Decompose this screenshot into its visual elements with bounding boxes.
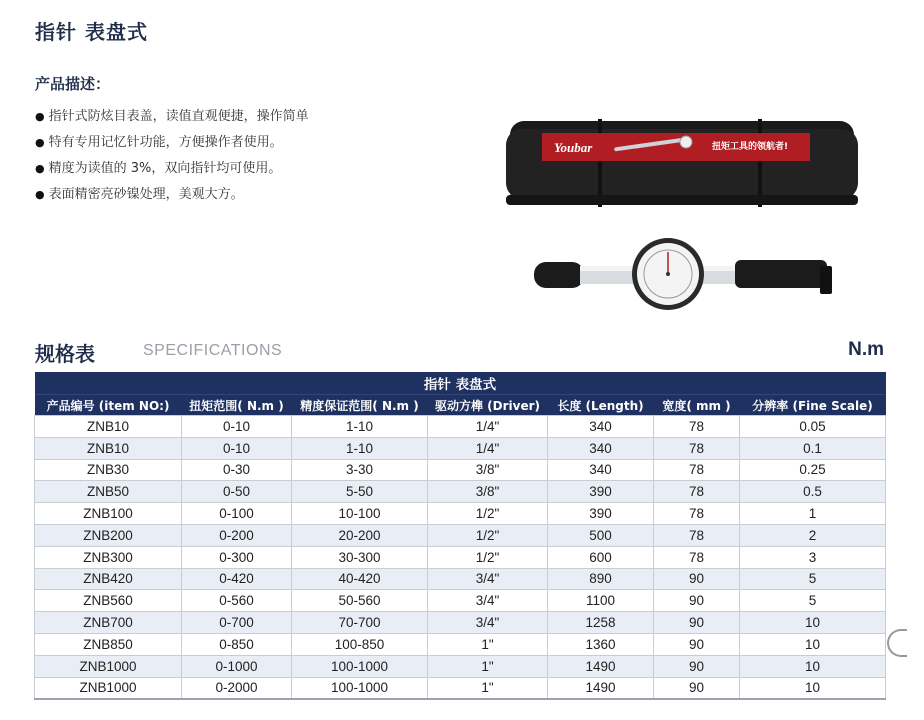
table-cell: 78 [654,437,740,459]
table-cell: 50-560 [292,590,428,612]
table-cell: ZNB420 [35,568,182,590]
table-cell: ZNB10 [35,437,182,459]
specs-title: 规格表 [35,342,95,366]
table-cell: 70-700 [292,612,428,634]
table-cell: 100-1000 [292,677,428,699]
table-cell: 0-300 [182,546,292,568]
group-header-row [35,372,886,395]
case-slogan: 扭矩工具的领航者! [712,142,789,152]
table-row [35,568,886,590]
table-cell: ZNB100 [35,503,182,525]
bullet-icon: ● [35,110,45,123]
table-row [35,503,886,525]
unit-label: N.m [848,339,884,360]
table-cell: 1100 [548,590,654,612]
bullet-icon: ● [35,188,45,201]
table-cell: 1490 [548,677,654,699]
table-cell: 90 [654,568,740,590]
table-cell: 0.1 [740,437,886,459]
table-cell: 1" [428,633,548,655]
description-heading: 产品描述： [35,75,111,93]
table-row [35,437,886,459]
table-cell: 890 [548,568,654,590]
spec-table [34,372,886,700]
table-row [35,677,886,699]
table-cell: 340 [548,437,654,459]
table-cell: 5 [740,568,886,590]
table-cell: 10 [740,655,886,677]
table-row [35,416,886,438]
table-cell: 10 [740,677,886,699]
table-cell: 78 [654,503,740,525]
table-cell: 2 [740,524,886,546]
table-cell: 78 [654,459,740,481]
table-row [35,612,886,634]
column-header: 宽度( mm ) [654,395,740,416]
dial-wrench-image [530,236,835,312]
table-row [35,633,886,655]
table-cell: 1360 [548,633,654,655]
table-cell: 0-50 [182,481,292,503]
table-cell: ZNB700 [35,612,182,634]
table-cell: ZNB560 [35,590,182,612]
table-cell: 78 [654,546,740,568]
table-cell: 340 [548,416,654,438]
feature-item [35,131,309,157]
table-cell: 1 [740,503,886,525]
tool-case-image [506,115,858,211]
feature-text: 精度为读值的 3%，双向指针均可使用。 [48,161,282,176]
table-cell: 30-300 [292,546,428,568]
bullet-icon: ● [35,162,45,175]
table-cell: 40-420 [292,568,428,590]
table-cell: 90 [654,612,740,634]
table-cell: 0-560 [182,590,292,612]
table-cell: 390 [548,503,654,525]
table-cell: 5 [740,590,886,612]
table-cell: 1/4" [428,437,548,459]
table-cell: 3/4" [428,590,548,612]
table-cell: 3-30 [292,459,428,481]
feature-text: 指针式防炫目表盖，读值直观便捷，操作简单 [48,109,309,124]
table-cell: 0-700 [182,612,292,634]
table-cell: 500 [548,524,654,546]
table-cell: 1/4" [428,416,548,438]
table-cell: 1/2" [428,524,548,546]
table-cell: 90 [654,677,740,699]
group-header: 指针 表盘式 [35,372,886,395]
column-header: 产品编号 (item NO:) [35,395,182,416]
table-cell: 0-1000 [182,655,292,677]
column-header: 驱动方榫 (Driver) [428,395,548,416]
table-cell: 0-30 [182,459,292,481]
table-cell: 0-100 [182,503,292,525]
table-cell: 90 [654,590,740,612]
table-cell: 1" [428,655,548,677]
table-cell: 1490 [548,655,654,677]
table-cell: 10 [740,633,886,655]
table-cell: 10 [740,612,886,634]
table-cell: 3/8" [428,459,548,481]
brand-label: Youbar [554,140,593,155]
table-cell: 340 [548,459,654,481]
table-cell: 1-10 [292,437,428,459]
table-cell: 0-10 [182,416,292,438]
table-cell: 0-850 [182,633,292,655]
table-cell: 78 [654,524,740,546]
column-header: 扭矩范围( N.m ) [182,395,292,416]
table-cell: 0.25 [740,459,886,481]
table-row [35,655,886,677]
table-cell: 90 [654,633,740,655]
column-header: 精度保证范围( N.m ) [292,395,428,416]
table-cell: 1-10 [292,416,428,438]
table-cell: 78 [654,481,740,503]
table-cell: 3/8" [428,481,548,503]
feature-list [35,105,309,209]
table-cell: ZNB1000 [35,655,182,677]
table-row [35,459,886,481]
feature-text: 特有专用记忆针功能，方便操作者使用。 [48,135,283,150]
table-cell: ZNB200 [35,524,182,546]
table-cell: 5-50 [292,481,428,503]
specs-subtitle: SPECIFICATIONS [143,342,283,359]
feature-item [35,183,309,209]
table-row [35,481,886,503]
table-cell: 390 [548,481,654,503]
table-cell: ZNB50 [35,481,182,503]
table-row [35,524,886,546]
feature-item [35,105,309,131]
table-cell: 100-1000 [292,655,428,677]
table-cell: 100-850 [292,633,428,655]
column-header-row [35,395,886,416]
table-cell: 0-10 [182,437,292,459]
column-header: 长度 (Length) [548,395,654,416]
table-cell: 20-200 [292,524,428,546]
table-cell: 1258 [548,612,654,634]
table-cell: 90 [654,655,740,677]
feature-text: 表面精密亮砂镍处理，美观大方。 [48,187,244,202]
table-cell: ZNB1000 [35,677,182,699]
page-title: 指针 表盘式 [35,20,148,44]
table-cell: ZNB10 [35,416,182,438]
table-cell: 0-420 [182,568,292,590]
feature-item [35,157,309,183]
table-cell: 10-100 [292,503,428,525]
table-cell: 600 [548,546,654,568]
table-cell: 3/4" [428,568,548,590]
column-header: 分辨率 (Fine Scale) [740,395,886,416]
table-row [35,590,886,612]
table-cell: 78 [654,416,740,438]
table-cell: 1/2" [428,503,548,525]
bullet-icon: ● [35,136,45,149]
table-row [35,546,886,568]
table-cell: 3/4" [428,612,548,634]
table-cell: ZNB30 [35,459,182,481]
scroll-handle[interactable] [887,629,907,657]
table-cell: 0.5 [740,481,886,503]
table-cell: 0.05 [740,416,886,438]
table-cell: ZNB850 [35,633,182,655]
table-cell: 3 [740,546,886,568]
table-cell: 0-2000 [182,677,292,699]
table-cell: ZNB300 [35,546,182,568]
spec-table-body [35,416,886,700]
table-cell: 0-200 [182,524,292,546]
table-cell: 1" [428,677,548,699]
table-cell: 1/2" [428,546,548,568]
